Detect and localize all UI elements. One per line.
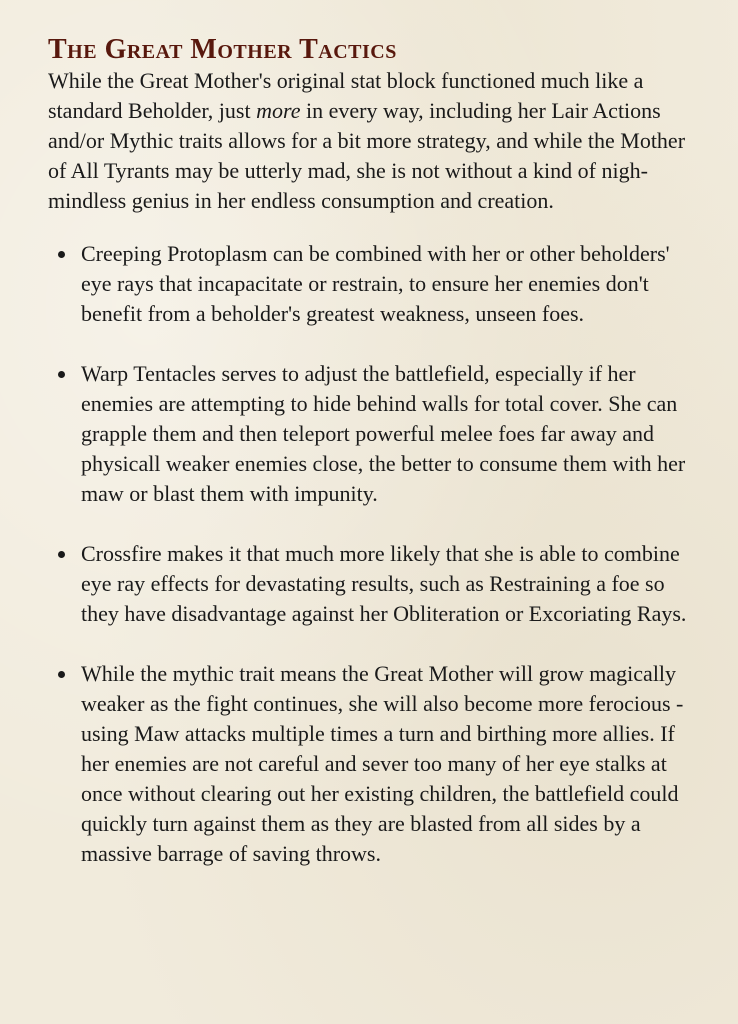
intro-emphasis: more	[256, 98, 301, 123]
list-item-text: Warp Tentacles serves to adjust the battlefield, especially if her enemies are attempting to hide behind walls for total cover. She can grapple them and then teleport powerful melee foes far away and physicall weaker enemies close, the better to consume them with her maw or blast them with impunity.	[81, 361, 686, 506]
list-item-text: Crossfire makes it that much more likely that she is able to combine eye ray effects for devastating results, such as Restraining a foe so they have disadvantage against her Obliteration or Excoriating Rays.	[81, 541, 687, 626]
section-heading: The Great Mother Tactics	[48, 34, 397, 65]
intro-text-start: While the Great Mother's original stat block functioned much like a standard Beholder, just	[48, 68, 644, 123]
intro-text-end: in every way, including her Lair Actions and/or Mythic traits allows for a bit more strategy, and while the Mother of All Tyrants may be utterly mad, she is not without a kind of nigh-mindless genius in her endless consumption and creation.	[48, 98, 686, 213]
intro-paragraph	[48, 66, 698, 216]
list-item	[48, 239, 698, 329]
bullet-icon	[58, 371, 65, 378]
list-item	[48, 359, 698, 509]
list-item-text: Creeping Protoplasm can be combined with her or other beholders' eye rays that incapacitate or restrain, to ensure her enemies don't benefit from a beholder's greatest weakness, unseen foes.	[81, 241, 670, 326]
bullet-icon	[58, 671, 65, 678]
tactics-list	[48, 239, 698, 869]
list-item	[48, 539, 698, 629]
list-item-text: While the mythic trait means the Great Mother will grow magically weaker as the fight continues, she will also become more ferocious - using Maw attacks multiple times a turn and birthing more allies. If her enemies are not careful and sever too many of her eye stalks at once without clearing out her existing children, the battlefield could quickly turn against them as they are blasted from all sides by a massive barrage of saving throws.	[81, 661, 684, 866]
bullet-icon	[58, 251, 65, 258]
bullet-icon	[58, 551, 65, 558]
list-item	[48, 659, 698, 869]
